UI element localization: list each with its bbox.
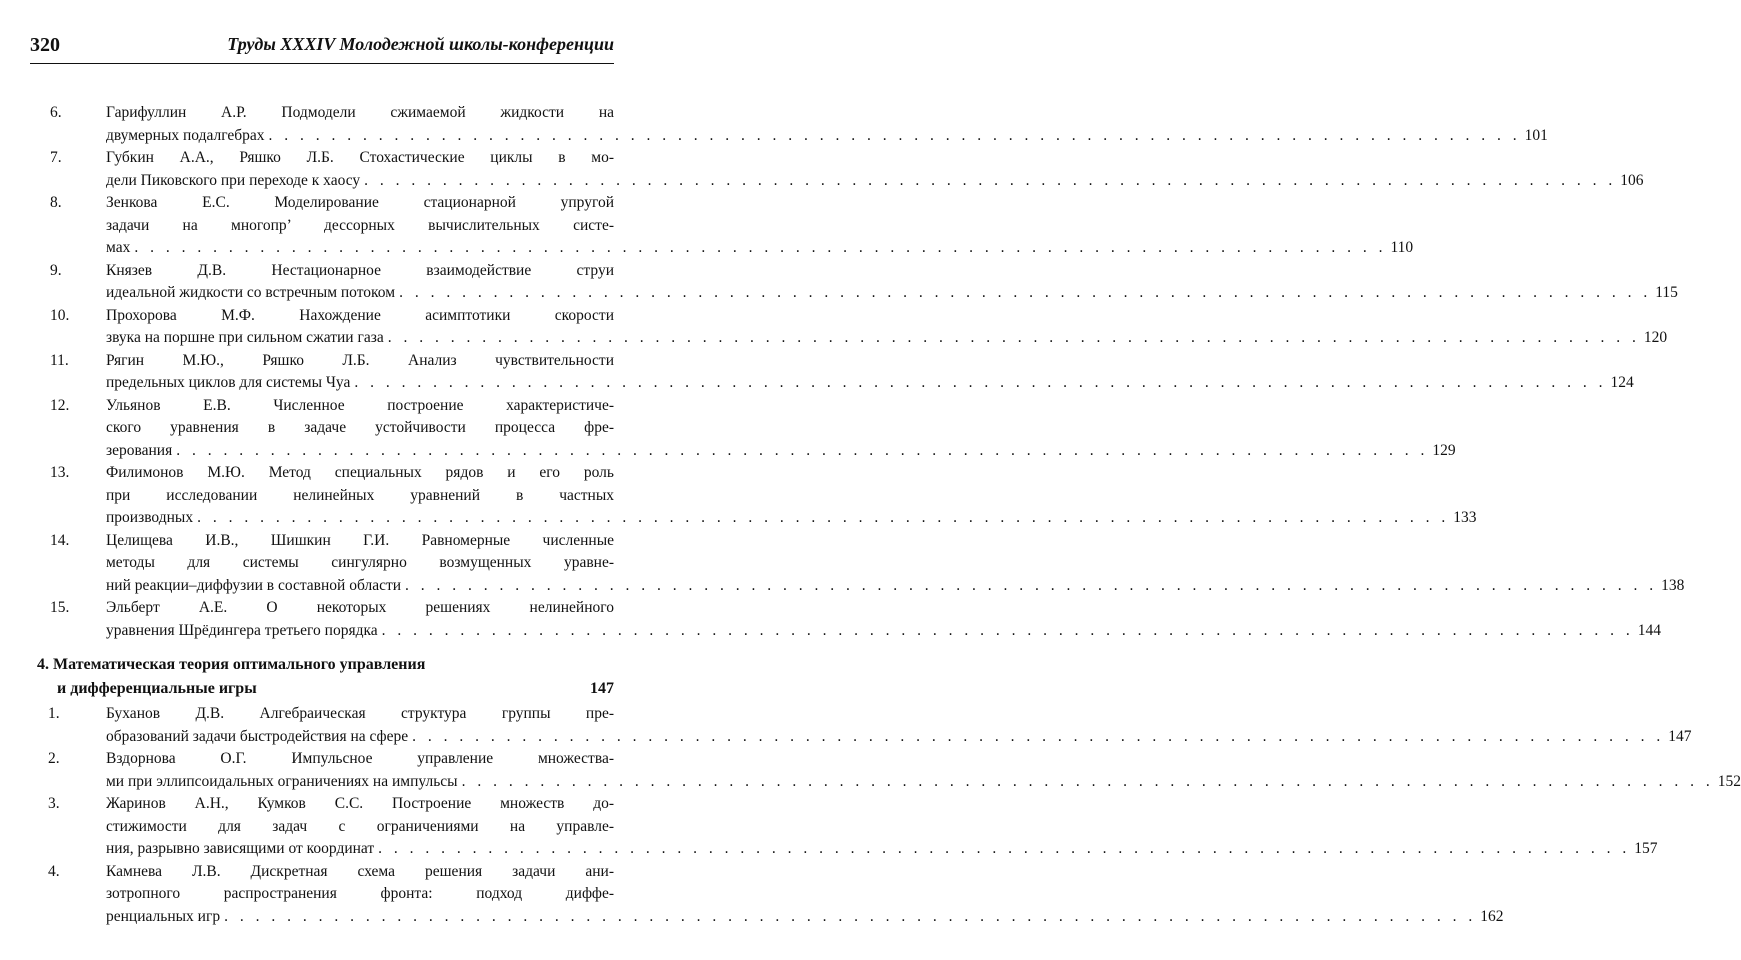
toc-entry-number: 7. — [50, 149, 62, 166]
toc-entry-last-line: дели Пиковского при переходе к хаосу — [106, 171, 361, 189]
dot-leader: . . . . . . . . . . . . . . . . . . . . . . . . . . . . . . . . . . . . . . . . . . . . . . . . . . . . . . . . . . . . . . . . . . . . . . . . . . . . . . . . — [364, 171, 1617, 189]
toc-entry-text — [106, 102, 1548, 147]
toc-entry-line: Вздорнова О.Г. Импульсное управление множества- — [106, 750, 614, 767]
toc-page-number: 101 — [1524, 126, 1548, 144]
toc-page-number: 124 — [1610, 374, 1634, 391]
dot-leader: . . . . . . . . . . . . . . . . . . . . . . . . . . . . . . . . . . . . . . . . . . . . . . . . . . . . . . . . . . . . . . . . . . . . . . . . . . . . . . . . — [268, 126, 1521, 144]
toc-page-number: 138 — [1661, 576, 1685, 594]
toc-page-number: 106 — [1620, 171, 1644, 189]
dot-leader: . . . . . . . . . . . . . . . . . . . . . . . . . . . . . . . . . . . . . . . . . . . . . . . . . . . . . . . . . . . . . . . . . . . . . . . . . . . . . . . . — [387, 329, 1640, 346]
toc-entry-last-line: образований задачи быстродействия на сфере — [106, 727, 409, 745]
toc-page-number: 147 — [1668, 727, 1692, 745]
toc-entry-text — [106, 260, 1678, 305]
toc-entry-last-line: уравнения Шрёдингера третьего порядка — [106, 621, 378, 639]
dot-leader: . . . . . . . . . . . . . . . . . . . . . . . . . . . . . . . . . . . . . . . . . . . . . . . . . . . . . . . . . . . . . . . . . . . . . . . . . . . . . . . . — [378, 840, 1631, 857]
dot-leader: . . . . . . . . . . . . . . . . . . . . . . . . . . . . . . . . . . . . . . . . . . . . . . . . . . . . . . . . . . . . . . . . . . . . . . . . . . . . . . . . — [461, 772, 1714, 790]
dot-leader: . . . . . . . . . . . . . . . . . . . . . . . . . . . . . . . . . . . . . . . . . . . . . . . . . . . . . . . . . . . . . . . . . . . . . . . . . . . . . . . . — [412, 727, 1665, 745]
toc-entry-text — [106, 530, 1685, 598]
toc-entry-line: Эльберт А.Е. О некоторых решениях нелинейного — [106, 599, 614, 616]
toc-entry-number: 15. — [50, 599, 70, 616]
dot-leader: . . . . . . . . . . . . . . . . . . . . . . . . . . . . . . . . . . . . . . . . . . . . . . . . . . . . . . . . . . . . . . . . . . . . . . . . . . . . . . . . — [134, 239, 1387, 256]
toc-page-number: 120 — [1643, 329, 1668, 346]
toc-page-number: 110 — [1390, 239, 1414, 256]
toc-entry-text — [106, 147, 1644, 192]
page-header — [30, 28, 614, 62]
toc-entry-text — [106, 305, 1668, 350]
toc-entry-last-line: предельных циклов для системы Чуа — [106, 374, 351, 391]
section-title-line-2: и дифференциальные игры — [57, 680, 257, 697]
toc-entry-line: Ульянов Е.В. Численное построение характеристиче- — [106, 396, 614, 414]
header-rule — [30, 63, 614, 64]
toc-entry-last-line: ний реакции–диффузии в составной области — [106, 576, 402, 594]
toc-entry-number: 8. — [50, 194, 62, 211]
toc-entry-line: Камнева Л.В. Дискретная схема решения задачи ани- — [106, 862, 614, 880]
toc-entry-line: Зенкова Е.С. Моделирование стационарной упругой — [106, 194, 614, 211]
toc-entry-line: при исследовании нелинейных уравнений в частных — [106, 486, 614, 504]
toc-entry-last-line: мах — [106, 239, 131, 256]
toc-entry-line: методы для системы сингулярно возмущенных уравне- — [106, 554, 614, 571]
toc-entry-text — [106, 748, 1741, 793]
toc-entry-line: Губкин А.А., Ряшко Л.Б. Стохастические циклы в мо- — [106, 149, 614, 166]
toc-entry-number: 10. — [50, 306, 70, 324]
toc-entry-text — [106, 462, 1477, 530]
page-number: 320 — [30, 34, 60, 56]
toc-entry-last-line: идеальной жидкости со встречным потоком — [106, 284, 396, 301]
section-heading — [37, 653, 614, 701]
toc-entry-line: Филимонов М.Ю. Метод специальных рядов и его роль — [106, 464, 614, 481]
dot-leader: . . . . . . . . . . . . . . . . . . . . . . . . . . . . . . . . . . . . . . . . . . . . . . . . . . . . . . . . . . . . . . . . . . . . . . . . . . . . . . . . — [176, 441, 1429, 459]
toc-entry-last-line: звука на поршне при сильном сжатии газа — [106, 329, 384, 346]
toc-entry-number: 9. — [50, 261, 62, 279]
toc-entry-number: 12. — [50, 396, 70, 414]
toc-entry-line: Князев Д.В. Нестационарное взаимодействие струи — [106, 261, 614, 279]
toc-page-number: 129 — [1432, 441, 1456, 459]
toc-entry-text — [106, 192, 1414, 260]
toc-page-number: 144 — [1637, 621, 1662, 639]
toc-entry-line: Гарифуллин А.Р. Подмодели сжимаемой жидкости на — [106, 104, 614, 121]
toc-entry-text — [106, 793, 1658, 861]
dot-leader: . . . . . . . . . . . . . . . . . . . . . . . . . . . . . . . . . . . . . . . . . . . . . . . . . . . . . . . . . . . . . . . . . . . . . . . . . . . . . . . . — [197, 509, 1450, 526]
dot-leader: . . . . . . . . . . . . . . . . . . . . . . . . . . . . . . . . . . . . . . . . . . . . . . . . . . . . . . . . . . . . . . . . . . . . . . . . . . . . . . . . — [399, 284, 1652, 301]
toc-page-number: 133 — [1453, 509, 1477, 526]
toc-entry-last-line: ния, разрывно зависящими от координат — [106, 840, 375, 857]
dot-leader: . . . . . . . . . . . . . . . . . . . . . . . . . . . . . . . . . . . . . . . . . . . . . . . . . . . . . . . . . . . . . . . . . . . . . . . . . . . . . . . . — [354, 374, 1607, 391]
toc-entry-last-line: ренциальных игр — [106, 907, 221, 925]
section-title-line-1: 4. Математическая теория оптимального управления — [37, 656, 426, 673]
toc-entry-number: 3. — [48, 795, 60, 812]
toc-page-number: 162 — [1480, 907, 1504, 925]
toc-entry-number: 11. — [50, 351, 69, 369]
toc-entry-number: 2. — [48, 750, 60, 767]
toc-entry-line: задачи на многопр’ дессорных вычислительных систе- — [106, 216, 614, 234]
dot-leader: . . . . . . . . . . . . . . . . . . . . . . . . . . . . . . . . . . . . . . . . . . . . . . . . . . . . . . . . . . . . . . . . . . . . . . . . . . . . . . . . — [381, 621, 1634, 639]
toc-entry-line: Прохорова М.Ф. Нахождение асимптотики скорости — [106, 306, 614, 324]
toc-entry-last-line: зерования — [106, 441, 173, 459]
toc-page-number: 157 — [1634, 840, 1658, 857]
dot-leader: . . . . . . . . . . . . . . . . . . . . . . . . . . . . . . . . . . . . . . . . . . . . . . . . . . . . . . . . . . . . . . . . . . . . . . . . . . . . . . . . — [224, 907, 1477, 925]
dot-leader: . . . . . . . . . . . . . . . . . . . . . . . . . . . . . . . . . . . . . . . . . . . . . . . . . . . . . . . . . . . . . . . . . . . . . . . . . . . . . . . . — [405, 576, 1658, 594]
running-title: Труды XXXIV Молодежной школы-конференции — [227, 34, 614, 54]
toc-entry-line: Целищева И.В., Шишкин Г.И. Равномерные численные — [106, 531, 614, 549]
toc-entry-number: 1. — [48, 705, 60, 722]
toc-entry-last-line: производных — [106, 509, 194, 526]
toc-entry-text — [106, 703, 1692, 748]
toc-page-number: 152 — [1717, 772, 1741, 790]
toc-entry-line: Рягин М.Ю., Ряшко Л.Б. Анализ чувствительности — [106, 351, 614, 369]
toc-entry-line: зотропного распространения фронта: подход диффе- — [106, 885, 614, 902]
toc-entry-line: ского уравнения в задаче устойчивости процесса фре- — [106, 419, 614, 436]
toc-entry-text — [106, 395, 1456, 463]
toc-page-number: 115 — [1655, 284, 1678, 301]
toc-entry-line: стижимости для задач с ограничениями на управле- — [106, 817, 614, 835]
toc-entry-text — [106, 350, 1634, 395]
toc-entry-number: 13. — [50, 464, 70, 481]
toc-entry-line: Жаринов А.Н., Кумков С.С. Построение множеств до- — [106, 795, 614, 812]
toc-entry-number: 4. — [48, 862, 60, 880]
toc-entry-number: 14. — [50, 531, 70, 549]
toc-entry-text — [106, 861, 1504, 929]
section-page-number: 147 — [590, 680, 614, 697]
toc-entry-line: Буханов Д.В. Алгебраическая структура группы пре- — [106, 705, 614, 722]
toc-entry-last-line: ми при эллипсоидальных ограничениях на импульсы — [106, 772, 458, 790]
toc-entry-last-line: двумерных подалгебрах — [106, 126, 265, 144]
toc-entry-number: 6. — [50, 104, 62, 121]
toc-entry-text — [106, 597, 1662, 642]
